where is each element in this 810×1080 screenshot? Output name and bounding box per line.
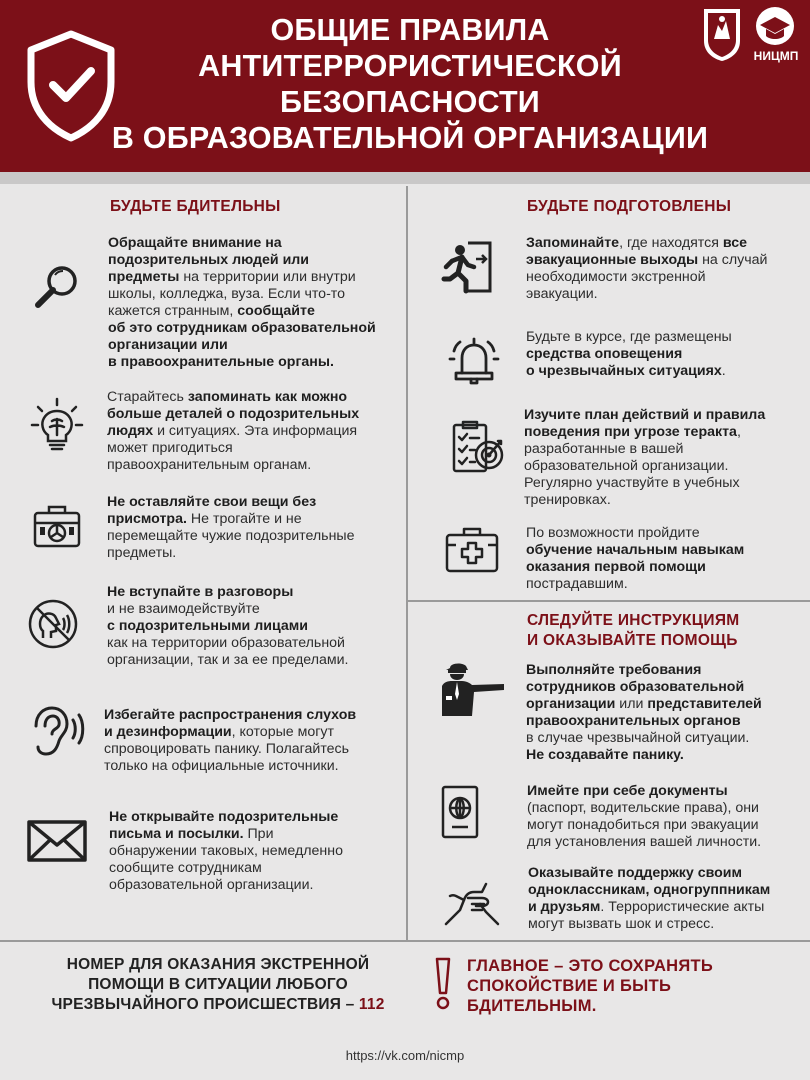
text: Будьте в курсе, где размещены [526,329,732,345]
item-text-line [526,542,744,559]
text: Не трогайте и не [186,511,302,527]
bold-text: средства оповещения [526,346,683,362]
bold-text: в правоохранительные органы. [108,354,334,370]
text: (паспорт, водительские права), они [527,800,759,816]
item-text-line [107,601,349,618]
text: тренировках. [524,492,611,508]
text: образовательной организации. [109,877,314,893]
bold-text: Выполняйте требования [526,662,702,678]
bold-text: сотрудников образовательной [526,679,745,695]
item-text-line [526,713,762,730]
item-text-line [526,329,732,346]
title-line: ОБЩИЕ ПРАВИЛА [270,13,550,47]
bold-text: подозрительных людей или [108,252,310,268]
bold-text: письма и посылки. [109,826,244,842]
bold-text: сообщайте [237,303,315,319]
title-line: В ОБРАЗОВАТЕЛЬНОЙ ОРГАНИЗАЦИИ [111,121,709,155]
item-text-line [107,457,359,474]
text: или [615,696,648,712]
text: , [736,424,741,440]
bold-text: Запоминайте [526,235,620,251]
text: . [721,363,726,379]
note-line: НОМЕР ДЛЯ ОКАЗАНИЯ ЭКСТРЕННОЙ [66,956,370,973]
item-text-line [107,406,359,423]
heading-line: СЛЕДУЙТЕ ИНСТРУКЦИЯМ [527,612,740,629]
exclamation-icon [432,955,454,1011]
item-text-line [107,423,359,440]
list-item [526,235,767,303]
list-item [108,235,376,371]
bold-text: представителей [647,696,762,712]
item-text-line [107,389,359,406]
item-text-line [108,235,376,252]
item-text-line [104,741,356,758]
item-text-line [108,354,376,371]
text: разработанные в вашей [524,441,684,457]
item-text-line [524,492,765,509]
text: , где находятся [619,235,723,251]
text: сообщите сотрудникам [109,860,262,876]
item-text-line [526,525,744,542]
section-divider [408,600,810,602]
text: спровоцировать панику. Полагайтесь [104,741,350,757]
brain-lightbulb-icon [30,397,84,453]
text: . Террористические акты [600,899,765,915]
item-text-line [107,635,349,652]
advice-line: СПОКОЙСТВИЕ И БЫТЬ [467,977,672,995]
text: предметы. [107,545,177,561]
emergency-number: 112 [358,996,385,1013]
text: перемещайте чужие подозрительные [107,528,355,544]
item-text-line [527,783,761,800]
checklist-target-icon [451,419,505,475]
item-text-line [109,860,343,877]
text: необходимости экстренной [526,269,706,285]
section-heading-prepared: БУДЬТЕ ПОДГОТОВЛЕНЫ [527,198,732,215]
source-link[interactable]: https://vk.com/nicmp [345,1048,465,1063]
item-text-line [108,252,376,269]
list-item [528,865,770,933]
item-text-line [108,286,376,303]
bold-text: Не оставляйте свои вещи без [107,494,317,510]
text: только на официальные источники. [104,758,339,774]
list-item [107,389,359,474]
bold-text: Оказывайте поддержку своим [528,865,743,881]
list-item [526,662,762,764]
item-text-line [107,494,355,511]
item-text-line [107,618,349,635]
item-text-line [107,511,355,528]
item-text-line [526,696,762,713]
section-heading-vigilant: БУДЬТЕ БДИТЕЛЬНЫ [110,198,281,215]
text: могут вызвать шок и стресс. [528,916,715,932]
first-aid-kit-icon [444,525,500,575]
emergency-number-note [38,955,398,1015]
bold-text: Не открывайте подозрительные [109,809,339,825]
text: организации, так и за ее пределами. [107,652,349,668]
item-text-line [526,747,762,764]
text: правоохранительным органам. [107,457,312,473]
text: для установления вашей личности. [527,834,762,850]
bold-text: организации или [108,337,228,353]
item-text-line [526,286,767,303]
header-divider [0,172,810,184]
section-heading-instructions [527,611,740,651]
column-divider [406,186,408,942]
logo-caption: НИЦМП [753,49,799,63]
main-advice [467,956,787,1016]
item-text-line [528,916,770,933]
bold-text: предметы [108,269,180,285]
item-text-line [524,441,765,458]
bold-text: запоминать как можно [187,389,348,405]
item-text-line [526,559,744,576]
envelope-icon [26,818,88,864]
item-text-line [526,269,767,286]
text: По возможности пройдите [526,525,700,541]
item-text-line [107,545,355,562]
item-text-line [524,424,765,441]
list-item [107,584,349,669]
bold-text: Не вступайте в разговоры [107,584,294,600]
bold-text: организации [526,696,616,712]
item-text-line [524,475,765,492]
passport-icon [440,784,480,840]
bold-text: Не создавайте панику. [526,747,684,763]
bold-text: Избегайте распространения слухов [104,707,357,723]
item-text-line [526,679,762,696]
advice-line: БДИТЕЛЬНЫМ. [467,997,597,1015]
magnifier-icon [32,262,82,312]
list-item [107,494,355,562]
text: образовательной организации. [524,458,729,474]
item-text-line [527,817,761,834]
bold-text: одноклассникам, одногруппникам [528,882,771,898]
item-text-line [109,809,343,826]
item-text-line [526,235,767,252]
text: пострадавшим. [526,576,628,592]
text: Регулярно участвуйте в учебных [524,475,740,491]
item-text-line [527,834,761,851]
bold-text: правоохранительных органов [526,713,741,729]
bold-text: и дезинформации [104,724,232,740]
text: может пригодиться [107,440,233,456]
item-text-line [524,407,765,424]
item-text-line [104,724,356,741]
text: При [243,826,274,842]
advice-line: ГЛАВНОЕ – ЭТО СОХРАНЯТЬ [467,957,714,975]
text: могут понадобиться при эвакуации [527,817,759,833]
item-text-line [108,337,376,354]
text: и не взаимодействуйте [107,601,260,617]
item-text-line [526,252,767,269]
bold-text: об это сотрудникам образовательной [108,320,376,336]
bold-text: поведения при угрозе теракта [524,424,737,440]
item-text-line [109,877,343,894]
text: школы, колледжа, вуза. Если что-то [108,286,346,302]
bold-text: эвакуационные выходы [526,252,699,268]
item-text-line [104,758,356,775]
alarm-bell-icon [448,335,500,387]
item-text-line [104,707,356,724]
text: в случае чрезвычайной ситуации. [526,730,750,746]
bold-text: и друзьям [528,899,601,915]
text: и ситуациях. Эта информация [153,423,358,439]
bold-text: больше деталей о подозрительных [107,406,360,422]
text: эвакуации. [526,286,598,302]
note-line [38,995,398,1015]
handshake-icon [442,874,502,930]
bold-text: Изучите план действий и правила [524,407,766,423]
emergency-exit-icon [440,237,496,295]
item-text-line [526,346,732,363]
bold-text: Имейте при себе документы [527,783,728,799]
list-item [109,809,343,894]
page-title [100,12,720,156]
bold-text: людях [107,423,154,439]
no-talking-icon [27,598,79,650]
bold-text: о чрезвычайных ситуациях [526,363,722,379]
item-text-line [528,882,770,899]
list-item [524,407,765,509]
ear-icon [30,704,88,758]
text: , которые могут [231,724,335,740]
bold-text: с подозрительными лицами [107,618,308,634]
suspicious-bag-icon [32,503,82,549]
bold-text: присмотра. [107,511,187,527]
item-text-line [526,363,732,380]
note-line: ПОМОЩИ В СИТУАЦИИ ЛЮБОГО [88,976,348,993]
item-text-line [108,303,376,320]
text: на территории или внутри [179,269,356,285]
text: как на территории образовательной [107,635,345,651]
text: кажется странным, [108,303,238,319]
item-text-line [109,826,343,843]
list-item [526,329,732,380]
item-text-line [524,458,765,475]
item-text-line [528,865,770,882]
item-text-line [527,800,761,817]
item-text-line [107,440,359,457]
nicmp-logo-icon [752,5,798,49]
bold-text: оказания первой помощи [526,559,706,575]
bold-text: обучение начальным навыкам [526,542,745,558]
item-text-line [108,269,376,286]
item-text-line [526,576,744,593]
bold-text: все [722,235,748,251]
item-text-line [107,528,355,545]
region-emblem-icon [700,5,744,63]
text: обнаружении таковых, немедленно [109,843,343,859]
footer-divider [0,940,810,942]
note-text: ЧРЕЗВЫЧАЙНОГО ПРОИСШЕСТВИЯ – [51,996,359,1013]
text: на случай [698,252,768,268]
item-text-line [526,730,762,747]
item-text-line [107,584,349,601]
item-text-line [107,652,349,669]
officer-pointing-icon [430,660,510,718]
title-line: АНТИТЕРРОРИСТИЧЕСКОЙ [198,49,622,83]
bold-text: Обращайте внимание на [108,235,282,251]
list-item [527,783,761,851]
heading-line: И ОКАЗЫВАЙТЕ ПОМОЩЬ [527,632,738,649]
item-text-line [528,899,770,916]
item-text-line [108,320,376,337]
title-line: БЕЗОПАСНОСТИ [280,85,540,119]
item-text-line [109,843,343,860]
item-text-line [526,662,762,679]
text: Старайтесь [107,389,188,405]
list-item [526,525,744,593]
list-item [104,707,356,775]
